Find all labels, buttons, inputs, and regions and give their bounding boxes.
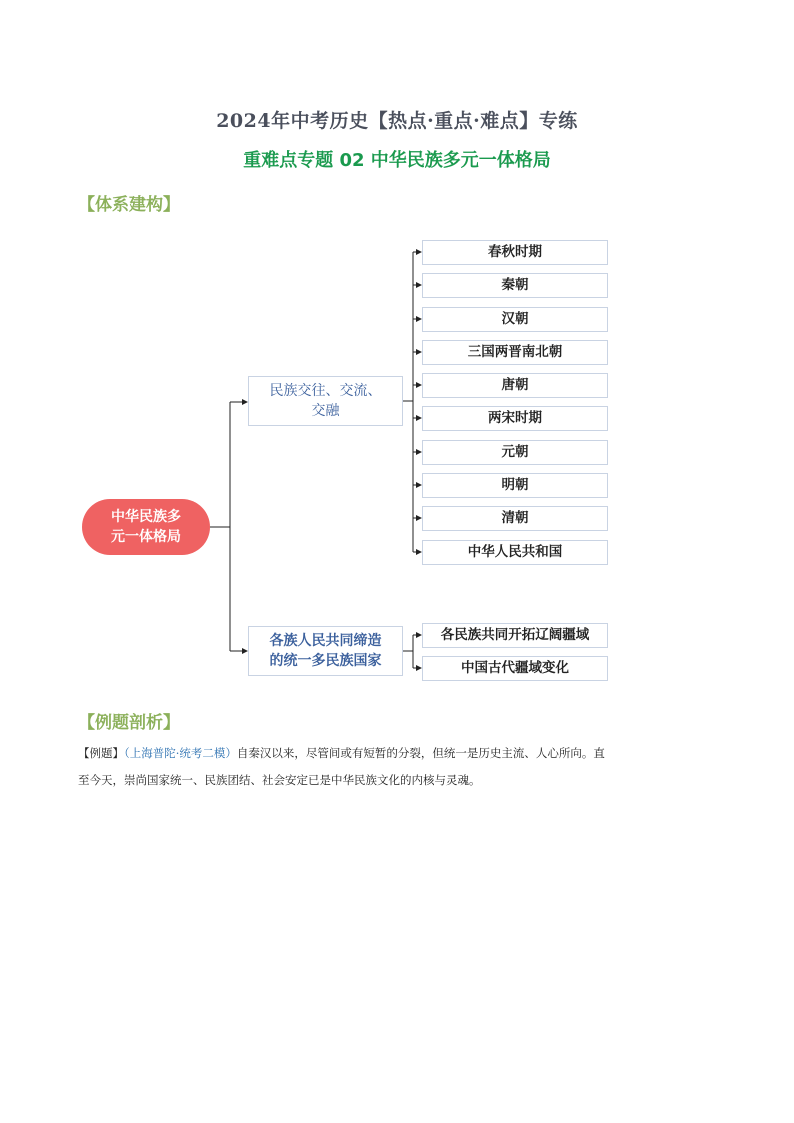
document-subtitle: 重难点专题 02 中华民族多元一体格局 — [243, 150, 551, 171]
example-paragraph-line2: 至今天，崇尚国家统一、民族团结、社会安定已是中华民族文化的内核与灵魂。 — [78, 773, 481, 787]
branch1-label-line1: 民族交往、交流、 — [269, 383, 382, 399]
leaf-node: 春秋时期 — [422, 240, 608, 265]
leaf-node: 汉朝 — [422, 307, 608, 332]
branch1-label-line2: 交融 — [311, 403, 340, 419]
branch2-label-line2: 的统一多民族国家 — [269, 653, 382, 669]
leaf-node: 中国古代疆域变化 — [422, 656, 608, 681]
example-source: （上海普陀·统考二模） — [124, 746, 237, 760]
mindmap-root-node — [82, 499, 210, 555]
leaf-node: 三国两晋南北朝 — [422, 340, 608, 365]
example-text-line1: 自秦汉以来，尽管间或有短暂的分裂，但统一是历史主流、人心所向。直 — [236, 746, 605, 760]
leaf-node: 明朝 — [422, 473, 608, 498]
root-label-line1: 中华民族多 — [111, 509, 181, 525]
root-label-line2: 元一体格局 — [111, 529, 181, 545]
section-heading-structure: 【体系建构】 — [78, 195, 180, 215]
leaf-node: 元朝 — [422, 440, 608, 465]
section-heading-examples: 【例题剖析】 — [78, 713, 180, 733]
branch2-label-line1: 各族人民共同缔造 — [269, 633, 382, 649]
branch-node-exchange — [248, 376, 403, 426]
leaf-node: 秦朝 — [422, 273, 608, 298]
leaf-node: 清朝 — [422, 506, 608, 531]
leaf-node: 唐朝 — [422, 373, 608, 398]
example-paragraph-line1 — [78, 740, 723, 767]
leaf-node: 各民族共同开拓辽阔疆域 — [422, 623, 608, 648]
example-tag: 【例题】 — [78, 746, 124, 760]
document-title: 2024年中考历史【热点·重点·难点】专练 — [216, 110, 578, 132]
branch-node-unified-nation — [248, 626, 403, 676]
leaf-node: 中华人民共和国 — [422, 540, 608, 565]
leaf-node: 两宋时期 — [422, 406, 608, 431]
